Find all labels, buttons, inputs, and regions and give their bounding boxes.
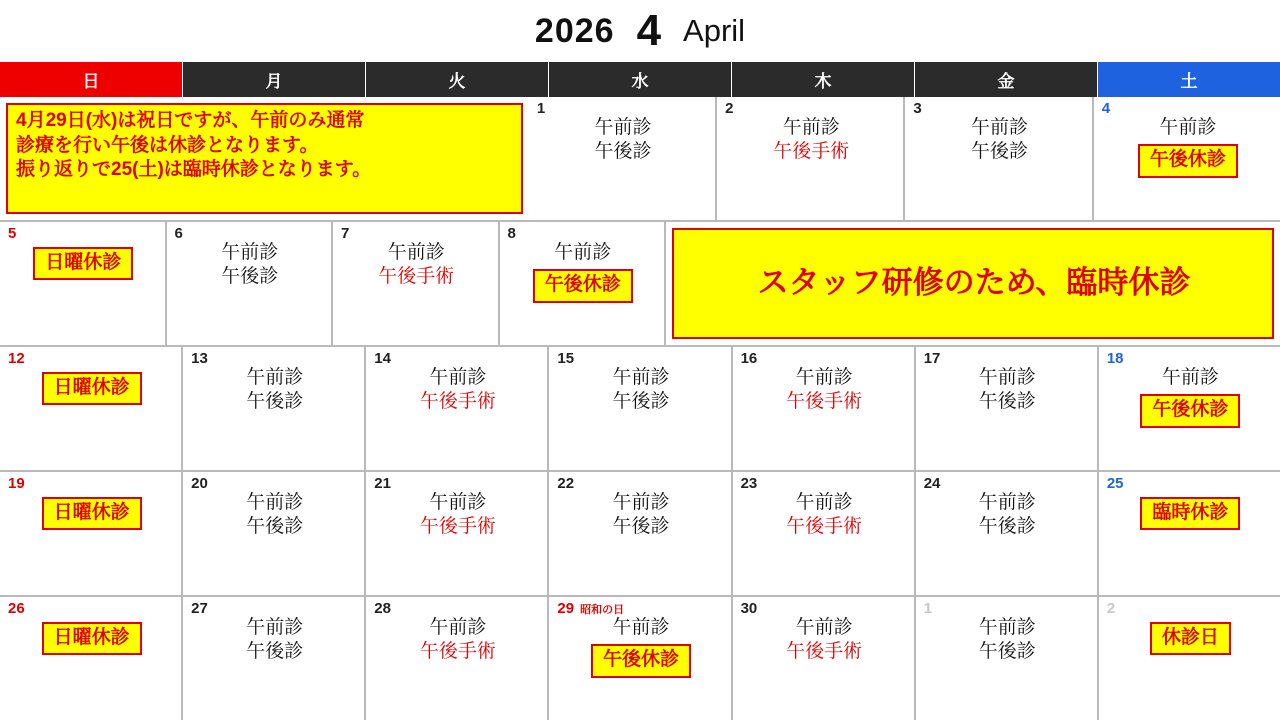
day-entry: 午前診: [978, 491, 1036, 513]
day-header: [8, 351, 175, 368]
day-entry: 午後診: [612, 515, 670, 537]
calendar-title: [0, 0, 1280, 62]
day-entries: [924, 616, 1091, 665]
day-number: 1: [923, 600, 933, 617]
day-entries: [191, 366, 358, 415]
day-number: 24: [923, 475, 941, 492]
day-number: 23: [740, 475, 758, 492]
weekday-header-5: 金: [915, 62, 1098, 97]
day-header: [1107, 601, 1274, 618]
day-entries: [741, 616, 908, 665]
calendar-day-cell[interactable]: [1099, 347, 1280, 470]
closed-badge-wrap: [8, 243, 159, 281]
calendar-week-row: [0, 597, 1280, 720]
calendar-day-cell[interactable]: [549, 472, 732, 595]
day-number: 19: [8, 475, 25, 492]
day-entry: 午後手術: [419, 515, 496, 537]
closed-badge-wrap: [508, 265, 659, 303]
day-entry: 午前診: [554, 241, 612, 263]
day-entries: [191, 491, 358, 540]
day-number: 30: [740, 600, 758, 617]
day-entry: 午前診: [782, 116, 840, 138]
calendar-day-cell[interactable]: [183, 347, 366, 470]
calendar-week-row: [0, 347, 1280, 472]
closed-badge-wrap: [1107, 390, 1274, 428]
day-entries: [508, 241, 659, 265]
calendar-day-cell[interactable]: [733, 472, 916, 595]
calendar-day-cell[interactable]: [0, 472, 183, 595]
calendar-day-cell[interactable]: [0, 347, 183, 470]
day-number: 18: [1106, 350, 1124, 367]
day-entries: [741, 366, 908, 415]
day-entry: 午後診: [594, 140, 652, 162]
calendar-day-cell[interactable]: [167, 222, 334, 345]
day-number: 14: [374, 350, 391, 367]
closed-badge: 臨時休診: [1140, 497, 1240, 531]
day-entries: [741, 491, 908, 540]
day-entry: 午前診: [221, 241, 279, 263]
day-entries: [924, 491, 1091, 540]
day-entry: 午前診: [612, 491, 670, 513]
calendar-day-cell[interactable]: [1099, 597, 1280, 720]
day-number: 2: [725, 100, 734, 117]
day-entries: [557, 491, 724, 540]
day-entry: 午前診: [387, 241, 445, 263]
calendar-week-row: [0, 222, 1280, 347]
day-entry: 午前診: [795, 616, 853, 638]
closed-badge: 日曜休診: [42, 372, 142, 406]
day-number: 16: [740, 350, 758, 367]
day-entry: 午後診: [978, 640, 1036, 662]
closed-badge-wrap: [1107, 493, 1274, 531]
day-entry: 午後手術: [786, 515, 863, 537]
day-entries: [1102, 116, 1274, 140]
day-entry: 午後診: [978, 390, 1036, 412]
closed-badge: 日曜休診: [33, 247, 133, 281]
day-number: 21: [374, 475, 391, 492]
day-number: 25: [1106, 475, 1124, 492]
day-entry: 午前診: [978, 616, 1036, 638]
day-entry: 午前診: [1161, 366, 1219, 388]
day-entries: [191, 616, 358, 665]
day-entry: 午後手術: [786, 390, 863, 412]
day-entries: [374, 491, 541, 540]
day-entry: 午前診: [795, 366, 853, 388]
calendar-day-cell[interactable]: [529, 97, 717, 220]
weekday-header-3: 水: [549, 62, 732, 97]
calendar-day-cell[interactable]: [183, 597, 366, 720]
day-entry: 午後診: [221, 265, 279, 287]
day-number: 2: [1106, 600, 1116, 617]
calendar-day-cell[interactable]: [366, 472, 549, 595]
notice-cell-training: [666, 222, 1280, 345]
day-number: 12: [8, 350, 25, 367]
calendar-day-cell[interactable]: [500, 222, 667, 345]
holiday-label: 昭和の日: [580, 604, 625, 616]
closed-badge: 午後休診: [591, 644, 691, 678]
day-entries: [1107, 366, 1274, 390]
day-number: 29: [557, 600, 575, 617]
day-entry: 午後診: [246, 390, 304, 412]
day-entry: 午後手術: [419, 390, 496, 412]
notice-cell-holiday: [0, 97, 529, 220]
day-entry: 午前診: [246, 491, 304, 513]
notice-holiday: [6, 103, 523, 214]
closed-badge: 休診日: [1150, 622, 1231, 656]
weekday-header-row: [0, 62, 1280, 97]
calendar-day-cell[interactable]: [366, 347, 549, 470]
calendar-day-cell[interactable]: [183, 472, 366, 595]
day-entry: 午前診: [971, 116, 1029, 138]
weekday-header-1: 月: [183, 62, 366, 97]
calendar-day-cell[interactable]: [916, 472, 1099, 595]
calendar-day-cell[interactable]: [549, 597, 732, 720]
day-entries: [913, 116, 1085, 165]
day-header: [8, 226, 159, 243]
day-number: 26: [8, 600, 25, 617]
weekday-header-2: 火: [366, 62, 549, 97]
calendar-day-cell[interactable]: [1099, 472, 1280, 595]
day-number: 27: [191, 600, 208, 617]
day-entries: [537, 116, 709, 165]
title-month-number: 4: [636, 6, 662, 55]
day-number: 3: [913, 100, 922, 117]
calendar-day-cell[interactable]: [717, 97, 905, 220]
weekday-header-4: 木: [732, 62, 915, 97]
day-entry: 午後診: [978, 515, 1036, 537]
day-entry: 午後手術: [378, 265, 455, 287]
day-entry: 午前診: [429, 366, 487, 388]
day-number: 8: [507, 225, 516, 242]
day-number: 6: [174, 225, 183, 242]
day-entry: 午後手術: [419, 640, 496, 662]
calendar-day-cell[interactable]: [366, 597, 549, 720]
calendar-day-cell[interactable]: [549, 347, 732, 470]
day-entries: [374, 366, 541, 415]
day-entry: 午前診: [795, 491, 853, 513]
closed-badge-wrap: [8, 618, 175, 656]
day-number: 22: [557, 475, 575, 492]
day-entry: 午後手術: [786, 640, 863, 662]
day-entry: 午後診: [612, 390, 670, 412]
calendar-day-cell[interactable]: [1094, 97, 1280, 220]
day-number: 13: [191, 350, 208, 367]
closed-badge-wrap: [8, 493, 175, 531]
weekday-header-0: 日: [0, 62, 183, 97]
calendar-day-cell[interactable]: [733, 347, 916, 470]
calendar-week-row: [0, 472, 1280, 597]
day-number: 17: [923, 350, 941, 367]
calendar-day-cell[interactable]: [0, 222, 167, 345]
day-entry: 午後診: [971, 140, 1029, 162]
day-entry: 午後手術: [773, 140, 850, 162]
day-entries: [557, 616, 724, 640]
day-number: 20: [191, 475, 208, 492]
calendar-day-cell[interactable]: [0, 597, 183, 720]
closed-badge-wrap: [557, 640, 724, 678]
title-month-english: April: [683, 13, 746, 48]
notice-line-3: 振り返りで25(土)は臨時休診となります。: [16, 159, 372, 181]
day-entry: 午前診: [612, 616, 670, 638]
title-year: 2026: [534, 11, 615, 50]
day-entry: 午前診: [612, 366, 670, 388]
calendar-day-cell[interactable]: [905, 97, 1093, 220]
day-header: [1107, 476, 1274, 493]
day-entries: [175, 241, 326, 290]
day-header: [8, 476, 175, 493]
day-entries: [374, 616, 541, 665]
closed-badge-wrap: [1107, 618, 1274, 656]
day-number: 7: [341, 225, 350, 242]
calendar-day-cell[interactable]: [916, 347, 1099, 470]
day-number: 4: [1101, 100, 1111, 117]
notice-line-2: 診療を行い午後は休診となります。: [16, 134, 319, 156]
closed-badge: 日曜休診: [42, 622, 142, 656]
calendar-grid: [0, 97, 1280, 720]
day-entry: 午前診: [429, 491, 487, 513]
closed-badge: 午後休診: [1140, 394, 1240, 428]
day-number: 28: [374, 600, 391, 617]
day-entries: [924, 366, 1091, 415]
closed-badge-wrap: [8, 368, 175, 406]
notice-line-1: 4月29日(水)は祝日ですが、午前のみ通常: [16, 110, 365, 131]
day-entry: 午前診: [429, 616, 487, 638]
notice-training: スタッフ研修のため、臨時休診: [672, 228, 1274, 339]
day-entries: [341, 241, 492, 290]
day-entry: 午前診: [246, 366, 304, 388]
calendar-week-row: [0, 97, 1280, 222]
day-header: [8, 601, 175, 618]
day-entry: 午後診: [246, 640, 304, 662]
calendar-day-cell[interactable]: [916, 597, 1099, 720]
calendar-day-cell[interactable]: [333, 222, 500, 345]
day-entry: 午前診: [246, 616, 304, 638]
day-entries: [725, 116, 897, 165]
closed-badge: 午後休診: [533, 269, 633, 303]
calendar-day-cell[interactable]: [733, 597, 916, 720]
day-entries: [557, 366, 724, 415]
day-number: 5: [8, 225, 17, 242]
closed-badge: 日曜休診: [42, 497, 142, 531]
closed-badge-wrap: [1102, 140, 1274, 178]
day-entry: 午前診: [594, 116, 652, 138]
day-entry: 午前診: [1159, 116, 1217, 138]
day-entry: 午後診: [246, 515, 304, 537]
day-number: 1: [536, 100, 546, 117]
closed-badge: 午後休診: [1138, 144, 1238, 178]
day-number: 15: [557, 350, 575, 367]
day-entry: 午前診: [978, 366, 1036, 388]
weekday-header-6: 土: [1098, 62, 1280, 97]
